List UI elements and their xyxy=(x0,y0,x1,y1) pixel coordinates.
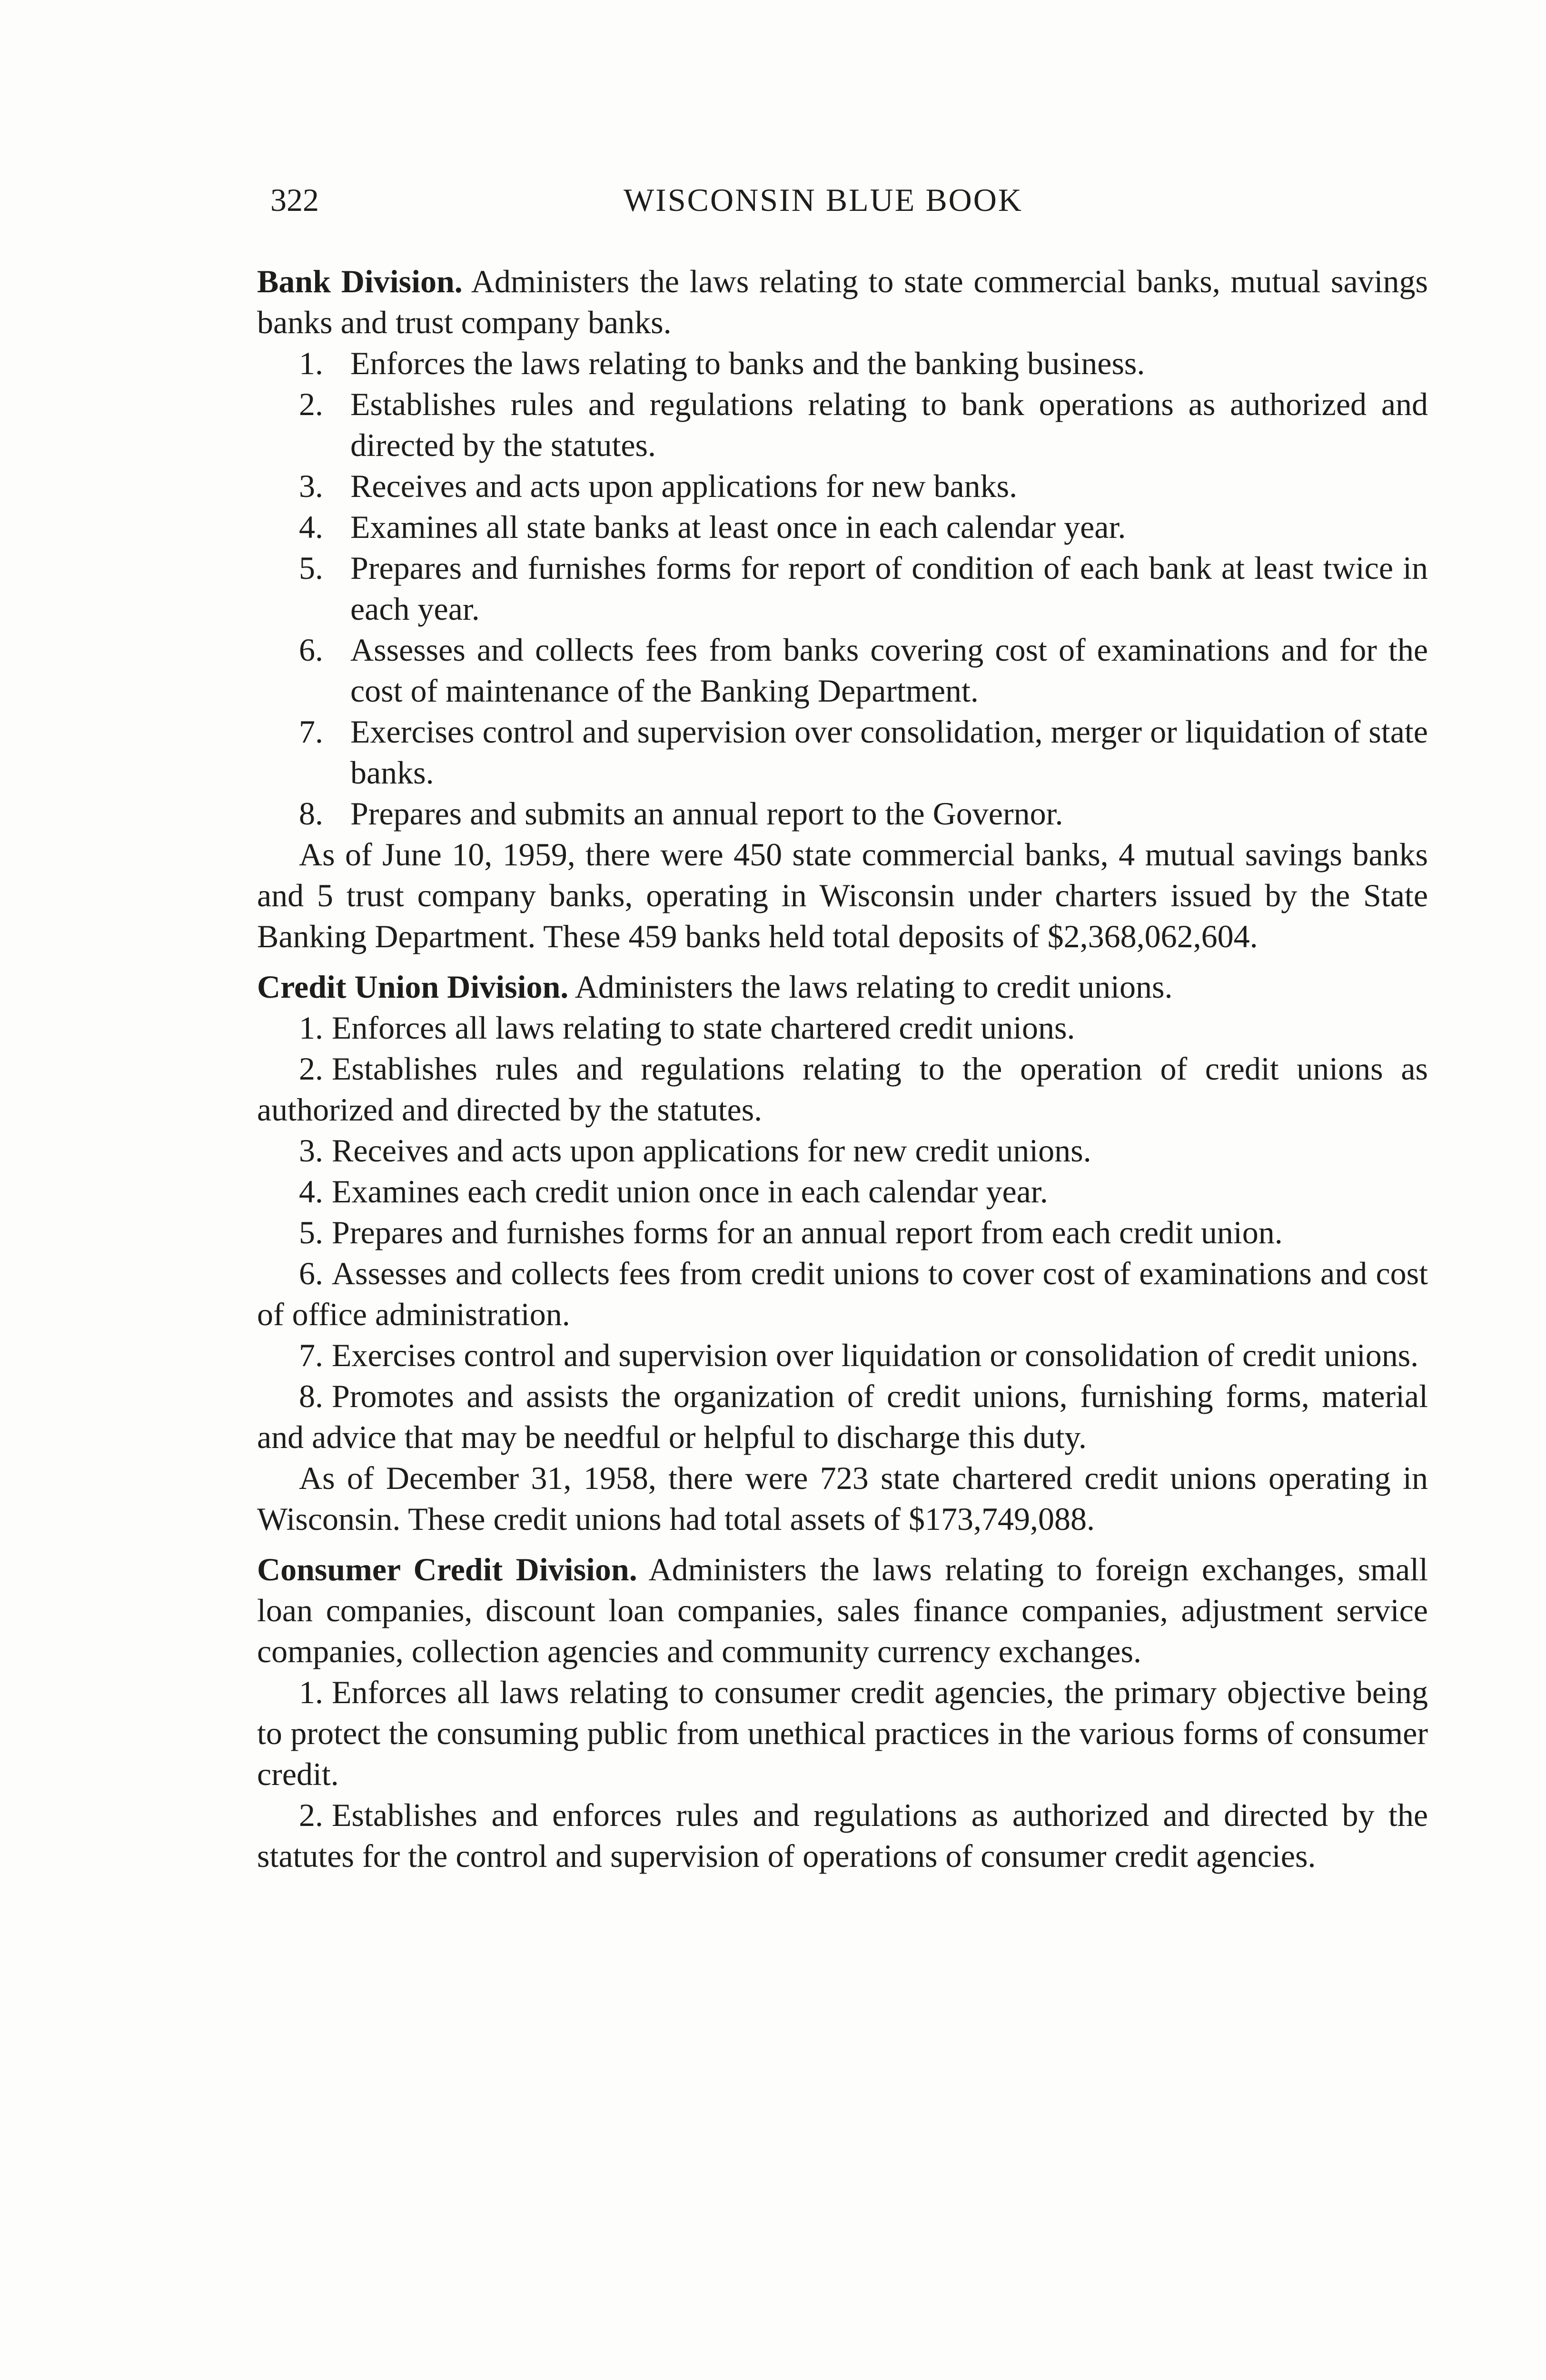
item-number: 8. xyxy=(299,1378,323,1414)
credit-union-division-heading: Credit Union Division. xyxy=(257,969,569,1005)
item-number: 1. xyxy=(299,1674,323,1710)
item-text: Assesses and collects fees from banks covering cost of examinations and for the cost of maintenance of the Banking Department. xyxy=(350,632,1428,709)
bank-division-duties xyxy=(257,343,1428,834)
item-text: Examines each credit union once in each calendar year. xyxy=(332,1173,1048,1210)
page-number: 322 xyxy=(270,182,319,218)
item-text: Enforces all laws relating to state chartered credit unions. xyxy=(332,1010,1075,1046)
item-number: 8. xyxy=(299,795,323,832)
item-text: Receives and acts upon applications for new banks. xyxy=(350,468,1018,504)
credit-union-division-intro xyxy=(257,966,1428,1007)
bank-division-heading: Bank Division. xyxy=(257,263,463,299)
item-text: Enforces the laws relating to banks and the banking business. xyxy=(350,345,1145,381)
item-text: Promotes and assists the organization of credit unions, furnishing forms, material and advice that may be needful or helpful to discharge this duty. xyxy=(257,1378,1428,1455)
bank-division-intro-text: Administers the laws relating to state commercial banks, mutual savings banks and trust company banks. xyxy=(257,263,1428,340)
credit-union-division-section xyxy=(257,966,1428,1539)
consumer-credit-division-section xyxy=(257,1549,1428,1876)
bank-division-section xyxy=(257,261,1428,957)
list-item xyxy=(257,547,1428,629)
list-item xyxy=(257,1048,1428,1130)
credit-union-division-duties xyxy=(257,1007,1428,1458)
item-number: 2. xyxy=(299,1797,323,1833)
list-item xyxy=(257,343,1428,384)
item-text: Prepares and furnishes forms for an annual report from each credit union. xyxy=(332,1214,1283,1250)
list-item xyxy=(257,506,1428,547)
item-text: Establishes rules and regulations relating to bank operations as authorized and directed by the statutes. xyxy=(350,386,1428,463)
item-text: Prepares and submits an annual report to the Governor. xyxy=(350,795,1063,832)
consumer-credit-division-heading: Consumer Credit Division. xyxy=(257,1551,637,1587)
item-number: 4. xyxy=(299,1173,323,1210)
list-item xyxy=(257,1335,1428,1376)
item-text: Examines all state banks at least once in each calendar year. xyxy=(350,509,1126,545)
item-number: 4. xyxy=(299,509,323,545)
list-item xyxy=(257,629,1428,711)
item-text: Exercises control and supervision over consolidation, merger or liquidation of state banks. xyxy=(350,714,1428,791)
item-number: 1. xyxy=(299,1010,323,1046)
item-number: 2. xyxy=(299,386,323,422)
list-item xyxy=(257,384,1428,466)
consumer-credit-division-duties xyxy=(257,1672,1428,1876)
list-item xyxy=(257,1253,1428,1335)
running-head xyxy=(257,171,1428,228)
item-number: 5. xyxy=(299,550,323,586)
item-text: Exercises control and supervision over liquidation or consolidation of credit unions. xyxy=(332,1337,1419,1373)
list-item xyxy=(257,1171,1428,1212)
item-number: 3. xyxy=(299,468,323,504)
item-number: 7. xyxy=(299,714,323,750)
item-number: 7. xyxy=(299,1337,323,1373)
list-item xyxy=(257,1212,1428,1253)
credit-union-division-summary: As of December 31, 1958, there were 723 state chartered credit unions operating in Wisconsin. These credit unions had total assets of $173,749,088. xyxy=(257,1460,1428,1537)
list-item xyxy=(257,1672,1428,1795)
item-number: 5. xyxy=(299,1214,323,1250)
item-text: Receives and acts upon applications for new credit unions. xyxy=(332,1132,1091,1169)
book-title: WISCONSIN BLUE BOOK xyxy=(624,182,1023,218)
list-item xyxy=(257,466,1428,506)
bank-division-summary: As of June 10, 1959, there were 450 state commercial banks, 4 mutual savings banks and 5 trust company banks, operating in Wisconsin under charters issued by the State Banking Department. These 459 banks held total deposits of $2,368,062,604. xyxy=(257,836,1428,954)
item-text: Prepares and furnishes forms for report of condition of each bank at least twice in each year. xyxy=(350,550,1428,627)
item-number: 6. xyxy=(299,1255,323,1291)
item-text: Assesses and collects fees from credit unions to cover cost of examinations and cost of office administration. xyxy=(257,1255,1428,1332)
credit-union-division-intro-text: Administers the laws relating to credit unions. xyxy=(575,969,1173,1005)
item-text: Enforces all laws relating to consumer credit agencies, the primary objective being to protect the consuming public from unethical practices in the various forms of consumer credit. xyxy=(257,1674,1428,1792)
list-item xyxy=(257,1130,1428,1171)
list-item xyxy=(257,711,1428,793)
list-item xyxy=(257,1376,1428,1458)
page-body xyxy=(257,261,1428,1876)
list-item xyxy=(257,1007,1428,1048)
consumer-credit-division-intro-text: Administers the laws relating to foreign exchanges, small loan companies, discount loan companies, sales finance companies, adjustment service companies, collection agencies and community currency exchanges. xyxy=(257,1551,1428,1669)
list-item xyxy=(257,1795,1428,1876)
item-number: 6. xyxy=(299,632,323,668)
item-text: Establishes rules and regulations relating to the operation of credit unions as authorized and directed by the statutes. xyxy=(257,1051,1428,1128)
item-text: Establishes and enforces rules and regulations as authorized and directed by the statutes for the control and supervision of operations of consumer credit agencies. xyxy=(257,1797,1428,1874)
item-number: 1. xyxy=(299,345,323,381)
book-page xyxy=(257,171,1428,1886)
item-number: 2. xyxy=(299,1051,323,1087)
item-number: 3. xyxy=(299,1132,323,1169)
bank-division-intro xyxy=(257,261,1428,343)
list-item xyxy=(257,793,1428,834)
consumer-credit-division-intro xyxy=(257,1549,1428,1672)
